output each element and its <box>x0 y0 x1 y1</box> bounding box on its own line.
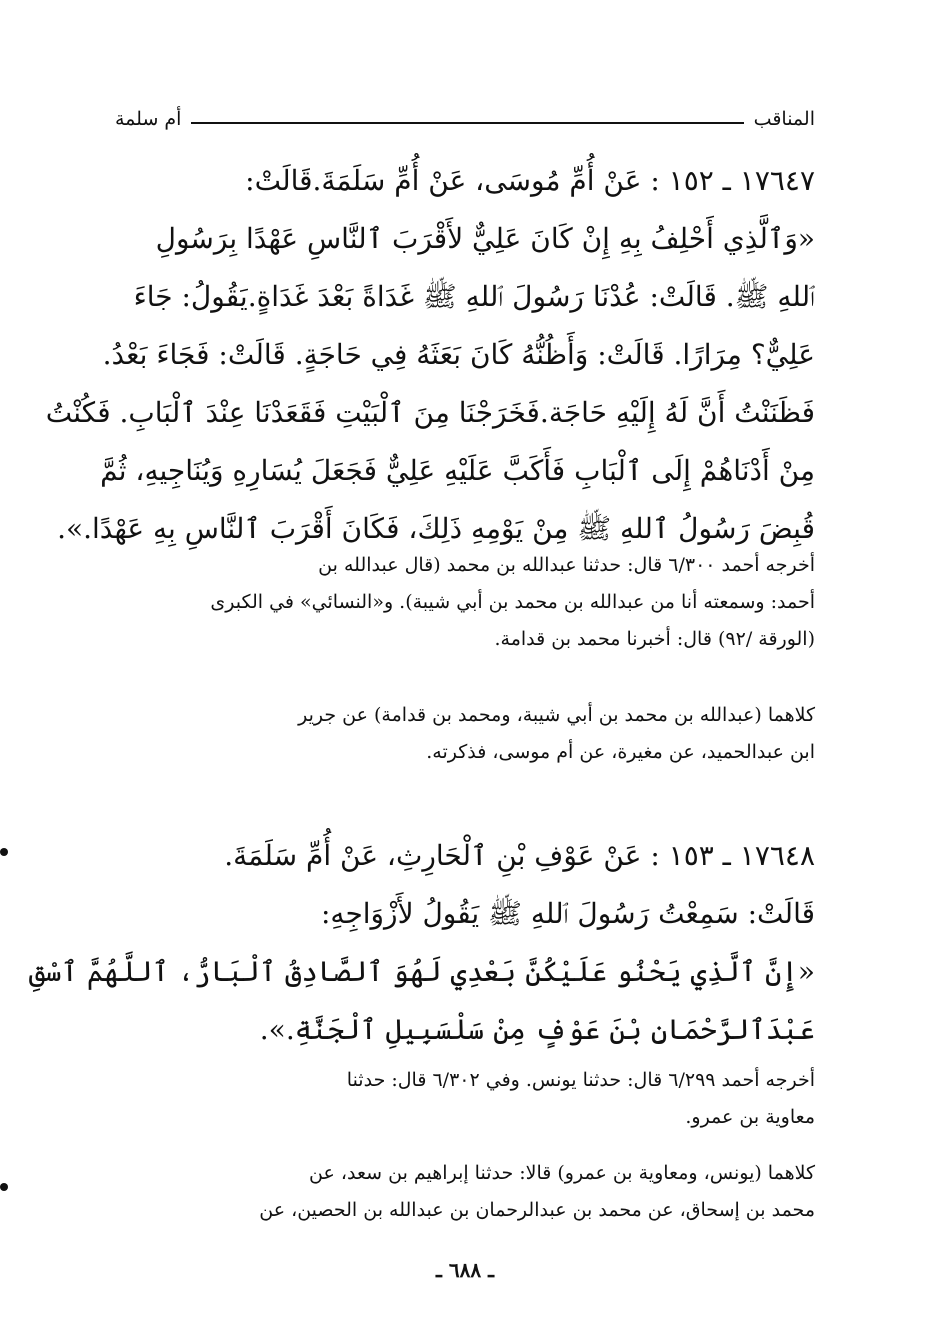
margin-mark <box>0 848 8 856</box>
hadith-line: عَبْدَٱلرَّحْمَانِ بْنَ عَوْفٍ مِنْ سَلْسَبِيلِ ٱلْجَنَّةِ.». <box>259 1013 815 1046</box>
chain-note <box>115 1155 815 1229</box>
note-line: كلاهما (عبدالله بن محمد بن أبي شيبة، ومحمد بن قدامة) عن جرير <box>298 704 815 726</box>
margin-mark <box>0 1183 8 1191</box>
hadith-line: فَظَنَنْتُ أَنَّ لَهُ إِلَيْهِ حَاجَة.فَخَرَجْنَا مِنَ ٱلْبَيْتِ فَقَعَدْنَا عِنْدَ ٱلْبَابِ. فَكُنْتُ <box>45 396 815 429</box>
hadith-17648 <box>28 827 815 1059</box>
note-line: محمد بن إسحاق، عن محمد بن عبدالرحمان بن عبدالله بن الحصين، عن <box>259 1199 815 1221</box>
header-rule <box>191 122 743 124</box>
note-line: معاوية بن عمرو. <box>685 1106 815 1128</box>
hadith-line: قُبِضَ رَسُولُ ٱللهِ ﷺ مِنْ يَوْمِهِ ذَلِكَ، فَكَانَ أَقْرَبَ ٱلنَّاسِ بِهِ عَهْدًا.». <box>57 512 815 545</box>
chain-note <box>115 697 815 771</box>
running-header <box>115 104 815 134</box>
note-line: أحمد: وسمعته أنا من عبدالله بن محمد بن أبي شيبة). و«النسائي» في الكبرى <box>210 591 815 613</box>
page-number: ـ ٦٨٨ ـ <box>436 1258 494 1282</box>
header-section: أم سلمة <box>115 108 182 130</box>
hadith-line: ٱللهِ ﷺ. قَالَتْ: عُدْنَا رَسُولَ ٱللهِ ﷺ غَدَاةً بَعْدَ غَدَاةٍ.يَقُولُ: جَاءَ <box>133 280 815 313</box>
hadith-line: «وَٱلَّذِي أَحْلِفُ بِهِ إِنْ كَانَ عَلِيٌّ لأَقْرَبَ ٱلنَّاسِ عَهْدًا بِرَسُولِ <box>155 222 815 255</box>
hadith-line: ١٧٦٤٨ ـ ١٥٣ : عَنْ عَوْفِ بْنِ ٱلْحَارِثِ، عَنْ أُمِّ سَلَمَةَ. <box>224 839 815 872</box>
header-chapter: المناقب <box>753 108 815 130</box>
hadith-line: عَلِيٌّ؟ مِرَارًا. قَالَتْ: وَأَظُنُّهُ كَانَ بَعَثَهُ فِي حَاجَةٍ. قَالَتْ: فَجَاءَ بَعْدُ. <box>102 338 815 371</box>
note-line: أخرجه أحمد ٦/٢٩٩ قال: حدثنا يونس. وفي ٦/٣٠٢ قال: حدثنا <box>346 1069 815 1091</box>
hadith-17647 <box>45 152 815 558</box>
hadith-line: مِنْ أَدْنَاهُمْ إِلَى ٱلْبَابِ فَأَكَبَّ عَلَيْهِ عَلِيٌّ فَجَعَلَ يُسَارِهِ وَيُنَاجِيهِ، ثُمَّ <box>100 454 815 487</box>
hadith-line: قَالَتْ: سَمِعْتُ رَسُولَ ٱللهِ ﷺ يَقُولُ لأَزْوَاجِهِ: <box>321 897 815 930</box>
hadith-line: «إِنَّ ٱلَّذِي يَحْنُو عَلَيْكُنَّ بَعْدِي لَهُوَ ٱلصَّادِقُ ٱلْبَارُّ، ٱللَّهُمَّ ٱسْقِ <box>28 955 815 988</box>
hadith-line: ١٧٦٤٧ ـ ١٥٢ : عَنْ أُمِّ مُوسَى، عَنْ أُمِّ سَلَمَةَ.قَالَتْ: <box>245 164 815 197</box>
note-line: ابن عبدالحميد، عن مغيرة، عن أم موسى، فذكرته. <box>426 741 815 763</box>
note-line: كلاهما (يونس، ومعاوية بن عمرو) قالا: حدثنا إبراهيم بن سعد، عن <box>309 1162 815 1184</box>
takhrij-note <box>115 1062 815 1136</box>
note-line: (الورقة /٩٢) قال: أخبرنا محمد بن قدامة. <box>494 628 815 650</box>
takhrij-note <box>115 547 815 658</box>
note-line: أخرجه أحمد ٦/٣٠٠ قال: حدثنا عبدالله بن محمد (قال عبدالله بن <box>318 554 815 576</box>
